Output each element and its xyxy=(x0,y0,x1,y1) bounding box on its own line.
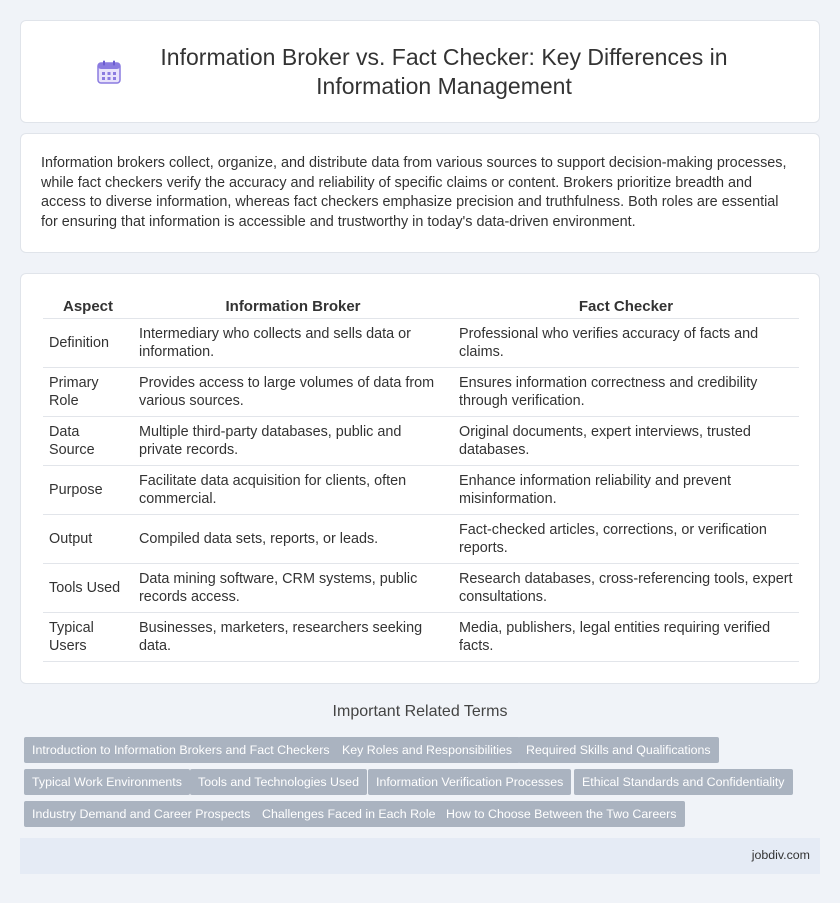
header-aspect: Aspect xyxy=(43,294,133,319)
row-aspect: Primary Role xyxy=(43,368,133,417)
related-term-link[interactable]: Typical Work Environments xyxy=(24,769,190,795)
comparison-table xyxy=(43,294,799,662)
footer-site-link[interactable]: jobdiv.com xyxy=(751,848,810,862)
related-term-link[interactable]: Key Roles and Responsibilities xyxy=(334,737,520,763)
intro-text: Information brokers collect, organize, and distribute data from various sources to support decision-making processes, while fact checkers verify the accuracy and reliability of specific claims or content. Brokers prioritize breadth and access to diverse information, whereas fact checkers emphasize precision and truthfulness. Both roles are essential for ensuring that information is accessible and trustworthy in today's data-driven environment. xyxy=(41,155,787,230)
row-aspect: Output xyxy=(43,515,133,564)
row-checker-cell: Research databases, cross-referencing tools, expert consultations. xyxy=(453,564,799,613)
intro-card xyxy=(20,133,820,253)
row-checker-cell: Fact-checked articles, corrections, or verification reports. xyxy=(453,515,799,564)
table-header-row xyxy=(43,294,799,319)
related-term-link[interactable]: Tools and Technologies Used xyxy=(190,769,367,795)
row-broker-cell: Facilitate data acquisition for clients, often commercial. xyxy=(133,466,453,515)
row-checker-cell: Enhance information reliability and prevent misinformation. xyxy=(453,466,799,515)
comparison-card xyxy=(20,273,820,684)
row-aspect: Purpose xyxy=(43,466,133,515)
row-checker-cell: Original documents, expert interviews, trusted databases. xyxy=(453,417,799,466)
table-row xyxy=(43,466,799,515)
row-aspect: Typical Users xyxy=(43,613,133,662)
table-row xyxy=(43,613,799,662)
page-title: Information Broker vs. Fact Checker: Key Differences in Information Management xyxy=(160,43,728,99)
row-broker-cell: Compiled data sets, reports, or leads. xyxy=(133,515,453,564)
table-row xyxy=(43,564,799,613)
row-checker-cell: Ensures information correctness and credibility through verification. xyxy=(453,368,799,417)
table-row xyxy=(43,368,799,417)
header-card xyxy=(20,20,820,123)
footer xyxy=(20,838,820,874)
row-broker-cell: Businesses, marketers, researchers seeking data. xyxy=(133,613,453,662)
row-checker-cell: Professional who verifies accuracy of facts and claims. xyxy=(453,319,799,368)
row-aspect: Data Source xyxy=(43,417,133,466)
related-terms-title: Important Related Terms xyxy=(332,703,508,720)
row-broker-cell: Multiple third-party databases, public and private records. xyxy=(133,417,453,466)
related-term-link[interactable]: Introduction to Information Brokers and Fact Checkers xyxy=(24,737,338,763)
table-row xyxy=(43,515,799,564)
row-broker-cell: Data mining software, CRM systems, public records access. xyxy=(133,564,453,613)
row-aspect: Definition xyxy=(43,319,133,368)
table-row xyxy=(43,417,799,466)
row-broker-cell: Provides access to large volumes of data from various sources. xyxy=(133,368,453,417)
row-broker-cell: Intermediary who collects and sells data or information. xyxy=(133,319,453,368)
related-term-link[interactable]: Required Skills and Qualifications xyxy=(518,737,719,763)
header-information-broker: Information Broker xyxy=(133,294,453,319)
related-term-link[interactable]: Information Verification Processes xyxy=(368,769,571,795)
row-aspect: Tools Used xyxy=(43,564,133,613)
related-term-link[interactable]: How to Choose Between the Two Careers xyxy=(438,801,685,827)
related-term-link[interactable]: Challenges Faced in Each Role xyxy=(254,801,444,827)
related-term-link[interactable]: Ethical Standards and Confidentiality xyxy=(574,769,793,795)
header-fact-checker: Fact Checker xyxy=(453,294,799,319)
row-checker-cell: Media, publishers, legal entities requiring verified facts. xyxy=(453,613,799,662)
calendar-icon xyxy=(96,59,122,85)
table-row xyxy=(43,319,799,368)
related-term-link[interactable]: Industry Demand and Career Prospects xyxy=(24,801,258,827)
